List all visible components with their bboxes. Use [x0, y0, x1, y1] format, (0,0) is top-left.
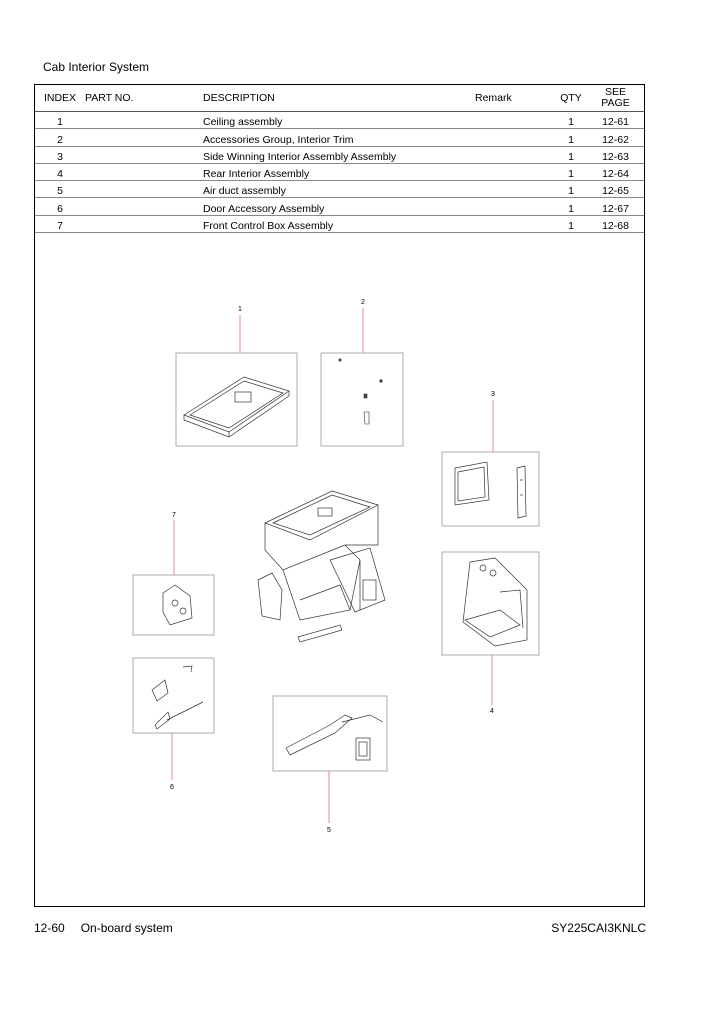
row-qty: 1: [555, 215, 587, 232]
row-qty: 1: [555, 129, 587, 146]
row-see-page[interactable]: 12-62: [587, 129, 644, 146]
row-index: 2: [35, 129, 85, 146]
parts-table: [35, 85, 644, 233]
row-index: 1: [35, 112, 85, 129]
col-header-see: SEE: [604, 86, 626, 98]
col-header-index: INDEX: [35, 85, 85, 112]
row-qty: 1: [555, 146, 587, 163]
row-part-no: [85, 215, 203, 232]
row-remark: [475, 198, 555, 215]
row-remark: [475, 129, 555, 146]
section-title: Cab Interior System: [43, 60, 150, 74]
footer-left: [34, 921, 173, 935]
row-remark: [475, 146, 555, 163]
row-see-page[interactable]: 12-61: [587, 112, 644, 129]
row-remark: [475, 215, 555, 232]
callout-7[interactable]: 7: [172, 512, 176, 519]
table-row: [35, 163, 644, 180]
col-header-qty: QTY: [555, 85, 587, 112]
col-header-description: DESCRIPTION: [203, 85, 475, 112]
row-remark: [475, 163, 555, 180]
row-see-page[interactable]: 12-64: [587, 163, 644, 180]
row-qty: 1: [555, 198, 587, 215]
parts-frame: [34, 84, 645, 907]
table-row: [35, 129, 644, 146]
row-index: 4: [35, 163, 85, 180]
row-qty: 1: [555, 112, 587, 129]
callout-6[interactable]: 6: [170, 784, 174, 791]
row-part-no: [85, 129, 203, 146]
callout-4[interactable]: 4: [490, 708, 494, 715]
row-remark: [475, 181, 555, 198]
row-see-page[interactable]: 12-65: [587, 181, 644, 198]
row-qty: 1: [555, 181, 587, 198]
row-see-page[interactable]: 12-63: [587, 146, 644, 163]
row-qty: 1: [555, 163, 587, 180]
row-part-no: [85, 181, 203, 198]
table-row: [35, 112, 644, 129]
callout-3[interactable]: 3: [491, 391, 495, 398]
row-part-no: [85, 163, 203, 180]
row-see-page[interactable]: 12-68: [587, 215, 644, 232]
row-description: Accessories Group, Interior Trim: [203, 129, 475, 146]
row-part-no: [85, 198, 203, 215]
callout-5[interactable]: 5: [327, 827, 331, 834]
callout-2[interactable]: 2: [361, 299, 365, 306]
row-see-page[interactable]: 12-67: [587, 198, 644, 215]
row-part-no: [85, 112, 203, 129]
row-index: 3: [35, 146, 85, 163]
row-description: Front Control Box Assembly: [203, 215, 475, 232]
footer-model: SY225CAI3KNLC: [551, 921, 646, 935]
row-index: 6: [35, 198, 85, 215]
footer-page-number: 12-60: [34, 921, 65, 935]
col-header-page: PAGE: [601, 97, 630, 109]
table-header-row: [35, 85, 644, 112]
row-description: Ceiling assembly: [203, 112, 475, 129]
row-index: 5: [35, 181, 85, 198]
col-header-part-no: PART NO.: [85, 85, 203, 112]
row-description: Air duct assembly: [203, 181, 475, 198]
col-header-see-page: [587, 85, 644, 112]
callout-1[interactable]: 1: [238, 306, 242, 313]
row-remark: [475, 112, 555, 129]
col-header-remark: Remark: [475, 85, 555, 112]
table-row: [35, 146, 644, 163]
footer-section: On-board system: [80, 921, 173, 935]
row-description: Door Accessory Assembly: [203, 198, 475, 215]
table-row: [35, 198, 644, 215]
row-index: 7: [35, 215, 85, 232]
row-description: Side Winning Interior Assembly Assembly: [203, 146, 475, 163]
table-row: [35, 181, 644, 198]
row-description: Rear Interior Assembly: [203, 163, 475, 180]
table-row: [35, 215, 644, 232]
row-part-no: [85, 146, 203, 163]
